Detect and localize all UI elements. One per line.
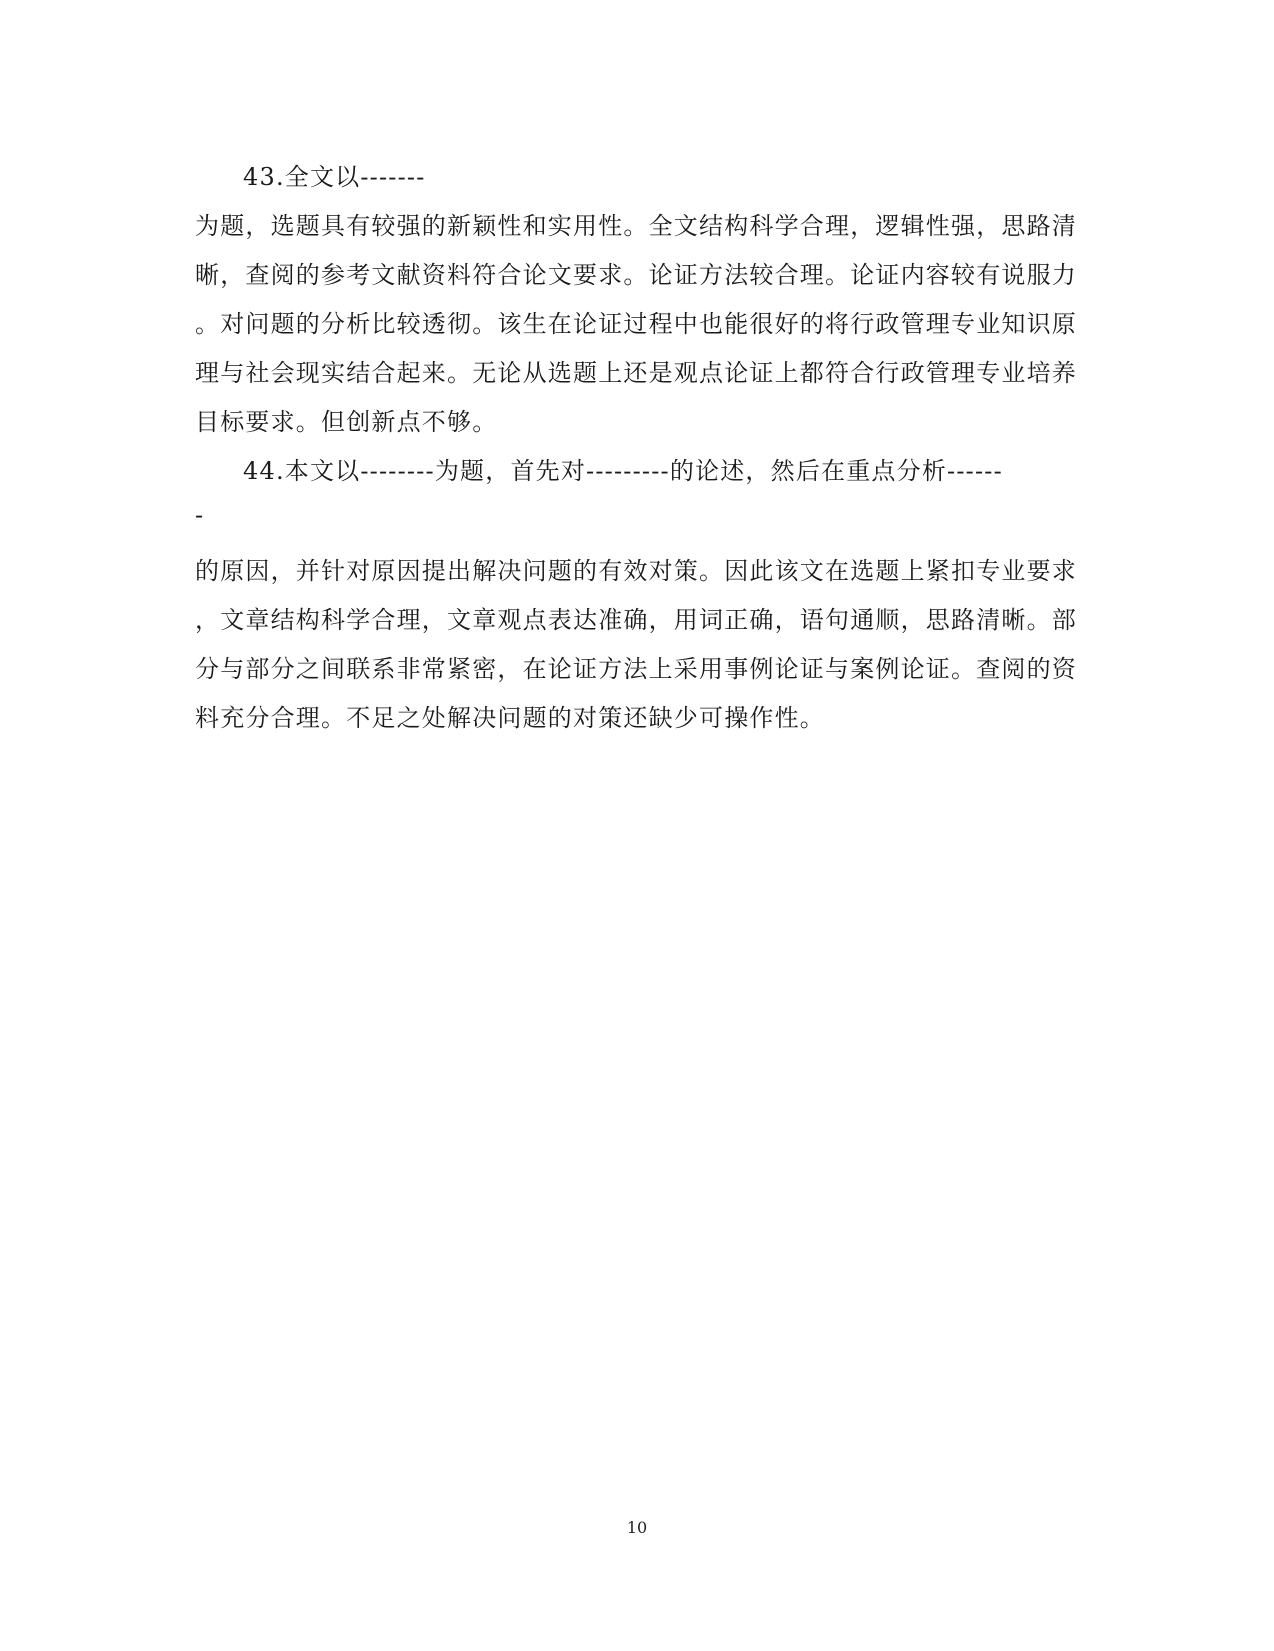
paragraph-line: 的原因，并针对原因提出解决问题的有效对策。因此该文在选题上紧扣专业要求	[195, 557, 1077, 585]
paragraph-line: 。对问题的分析比较透彻。该生在论证过程中也能很好的将行政管理专业知识原	[195, 310, 1077, 338]
paragraph-line: 目标要求。但创新点不够。	[195, 408, 498, 436]
page-number: 10	[626, 1518, 648, 1537]
paragraph-line: 料充分合理。不足之处解决问题的对策还缺少可操作性。	[195, 704, 825, 732]
paragraph-line: 44.本文以--------为题，首先对---------的论述，然后在重点分析------	[243, 457, 1003, 485]
paragraph-line: 43.全文以-------	[243, 163, 426, 191]
paragraph-line: 为题，选题具有较强的新颖性和实用性。全文结构科学合理，逻辑性强，思路清	[195, 212, 1077, 240]
paragraph-line: ，文章结构科学合理，文章观点表达准确，用词正确，语句通顺，思路清晰。部	[195, 606, 1077, 634]
paragraph-line: -	[195, 501, 205, 529]
paragraph-line: 晰，查阅的参考文献资料符合论文要求。论证方法较合理。论证内容较有说服力	[195, 261, 1077, 289]
paragraph-line: 分与部分之间联系非常紧密，在论证方法上采用事例论证与案例论证。查阅的资	[195, 655, 1077, 683]
paragraph-line: 理与社会现实结合起来。无论从选题上还是观点论证上都符合行政管理专业培养	[195, 359, 1077, 387]
